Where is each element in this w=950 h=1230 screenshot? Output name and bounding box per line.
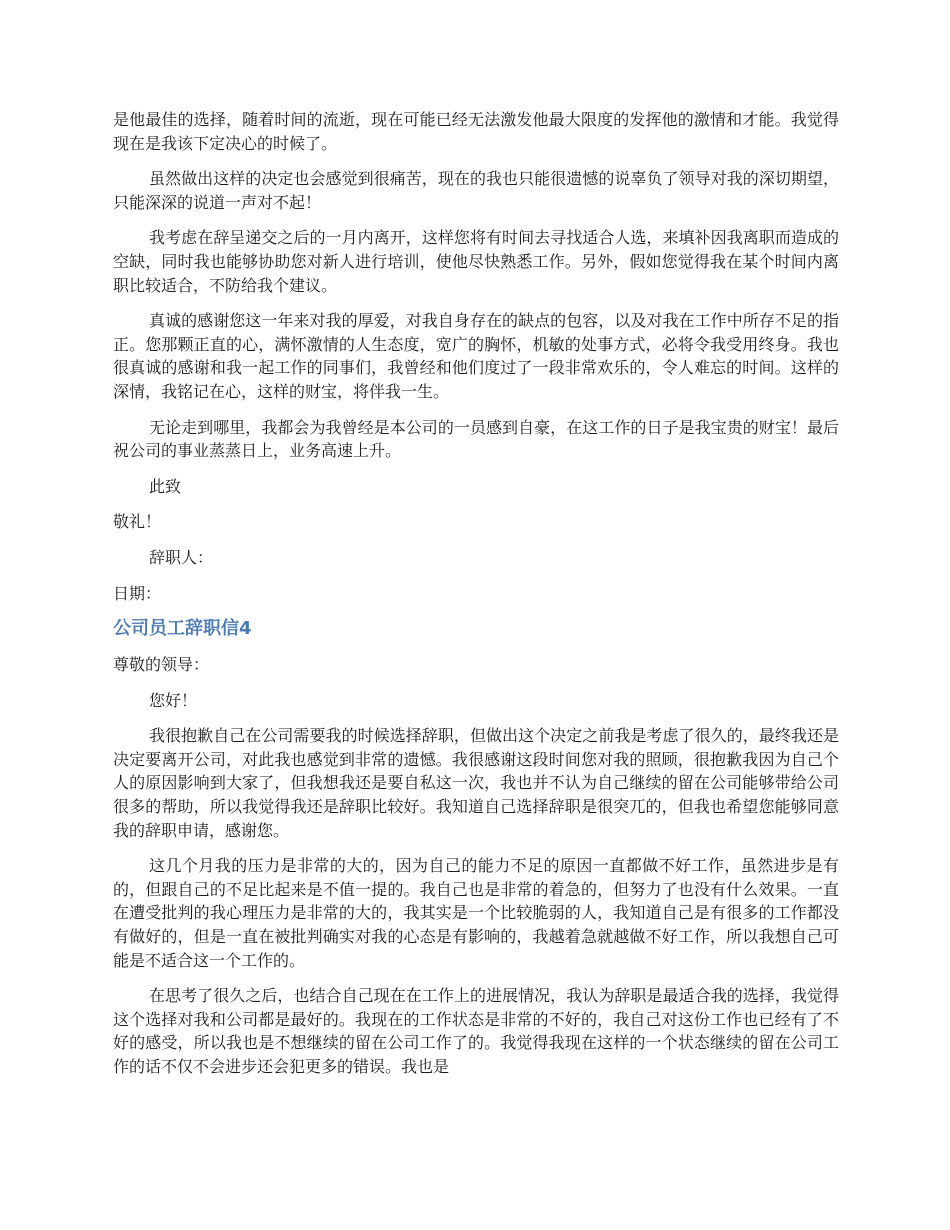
paragraph: 虽然做出这样的决定也会感觉到很痛苦，现在的我也只能很遗憾的说辜负了领导对我的深切期望，只能深深的说道一声对不起！ <box>113 169 839 212</box>
paragraph: 这几个月我的压力是非常的大的，因为自己的能力不足的原因一直都做不好工作，虽然进步是有的，但跟自己的不足比起来是不值一提的。我自己也是非常的着急的，但努力了也没有什么效果。一直在遭受批判的我心理压力是非常的大的，我其实是一个比较脆弱的人，我知道自己是有很多的工作都没有做好的，但是一直在被批判确实对我的心态是有影响的，我越着急就越做不好工作，所以我想自己可能是不适合这一个工作的。 <box>113 856 839 970</box>
paragraph: 是他最佳的选择，随着时间的流逝，现在可能已经无法激发他最大限度的发挥他的激情和才能。我觉得现在是我该下定决心的时候了。 <box>113 110 839 153</box>
signer-label: 辞职人： <box>149 547 214 567</box>
closing-zhici: 此致 <box>149 476 182 496</box>
paragraph: 真诚的感谢您这一年来对我的厚爱，对我自身存在的缺点的包容，以及对我在工作中所存不足的指正。您那颗正直的心，满怀激情的人生态度，宽广的胸怀，机敏的处事方式，必将令我受用终身。我也很真诚的感谢和我一起工作的同事们，我曾经和他们度过了一段非常欢乐的，令人难忘的时间。这样的深情，我铭记在心，这样的财宝，将伴我一生。 <box>113 311 839 401</box>
greeting: 尊敬的领导： <box>113 655 210 675</box>
date-label: 日期： <box>113 583 162 603</box>
paragraph: 无论走到哪里，我都会为我曾经是本公司的一员感到自豪，在这工作的日子是我宝贵的财宝！最后祝公司的事业蒸蒸日上，业务高速上升。 <box>113 417 839 461</box>
document-page <box>113 108 839 1079</box>
section-heading: 公司员工辞职信4 <box>113 618 252 640</box>
paragraph: 在思考了很久之后，也结合自己现在在工作上的进展情况，我认为辞职是最适合我的选择，我觉得这个选择对我和公司都是最好的。我现在的工作状态是非常的不好的，我自己对这份工作也已经有了不好的感受，所以我也是不想继续的留在公司工作了的。我觉得我现在这样的一个状态继续的留在公司工作的话不仅不会进步还会犯更多的错误。我也是 <box>113 986 839 1076</box>
paragraph: 我很抱歉自己在公司需要我的时候选择辞职，但做出这个决定之前我是考虑了很久的，最终我还是决定要离开公司，对此我也感觉到非常的遗憾。我很感谢这段时间您对我的照顾，很抱歉我因为自己个人的原因影响到大家了，但我想我还是要自私这一次，我也并不认为自己继续的留在公司能够带给公司很多的帮助，所以我觉得我还是辞职比较好。我知道自己选择辞职是很突兀的，但我也希望您能够同意我的辞职申请，感谢您。 <box>113 726 839 840</box>
hello: 您好！ <box>149 690 198 710</box>
closing-jingli: 敬礼！ <box>113 512 162 532</box>
paragraph: 我考虑在辞呈递交之后的一月内离开，这样您将有时间去寻找适合人选，来填补因我离职而造成的空缺，同时我也能够协助您对新人进行培训，使他尽快熟悉工作。另外，假如您觉得我在某个时间内离职比较适合，不防给我个建议。 <box>113 228 839 295</box>
